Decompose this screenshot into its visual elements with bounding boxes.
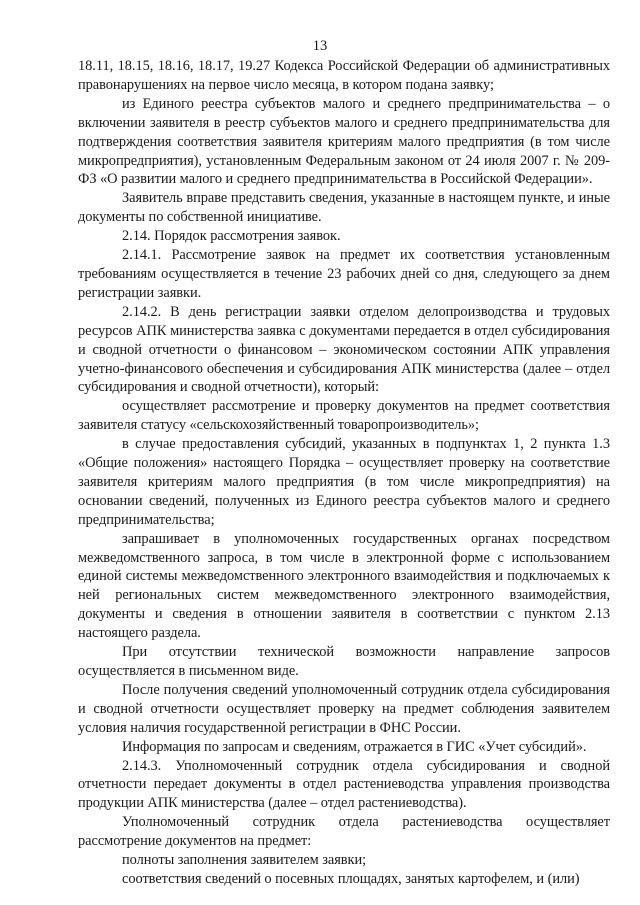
- paragraph-gis-info: Информация по запросам и сведениям, отражается в ГИС «Учет субсидий».: [122, 738, 587, 755]
- page-number: 13: [312, 38, 328, 54]
- paragraph-status-check: осуществляет рассмотрение и проверку документов на предмет соответствия заявителя статусу «сельскохозяйственный товаропроизводитель»;: [78, 398, 610, 434]
- section-heading-2-14: 2.14. Порядок рассмотрения заявок.: [122, 228, 341, 245]
- paragraph-continuation: 18.11, 18.15, 18.16, 18.17, 19.27 Кодекса Российской Федерации об административных правонарушениях на первое число месяца, в котором подана заявку;: [78, 58, 610, 93]
- paragraph-acreage-compliance: соответствия сведений о посевных площадях, занятых картофелем, и (или): [122, 870, 580, 887]
- paragraph-applicant-right: Заявитель вправе представить сведения, указанные в настоящем пункте, и иные документы по собственной инициативе.: [78, 190, 610, 226]
- paragraph-written-requests: При отсутствии технической возможности направление запросов осуществляется в письменном виде.: [78, 644, 610, 679]
- paragraph-interagency-request: запрашивает в уполномоченных государственных органах посредством межведомственного запроса, в том числе в электронной форме с использованием единой системы межведомственного электронного взаимодействия и подключаемых к ней региональных систем межведомственного электронного взаимодействия, документы и сведения в отношении заявителя в соответствии с пунктом 2.13 настоящего раздела.: [78, 530, 610, 642]
- paragraph-completeness: полноты заполнения заявителем заявки;: [122, 852, 367, 869]
- paragraph-2-14-2: 2.14.2. В день регистрации заявки отделом делопроизводства и трудовых ресурсов АПК министерства заявка с документами передается в отдел субсидирования и сводной отчетности о финансовом – экономическом состоянии АПК управления учетно-финансового обеспечения и субсидирования АПК министерства (далее – отдел субсидирования и сводной отчетности), который:: [78, 303, 610, 396]
- paragraph-crop-department-review: Уполномоченный сотрудник отдела растениеводства осуществляет рассмотрение документов на предмет:: [78, 814, 610, 850]
- paragraph-2-14-3: 2.14.3. Уполномоченный сотрудник отдела субсидирования и сводной отчетности передает документы в отдел растениеводства управления производства продукции АПК министерства (далее – отдел растениеводства).: [78, 757, 610, 812]
- paragraph-fns-registration-check: После получения сведений уполномоченный сотрудник отдела субсидирования и сводной отчетности осуществляет проверку на предмет соблюдения заявителем условия наличия государственной регистрации в ФНС России.: [78, 681, 610, 736]
- paragraph-small-enterprise-check: в случае предоставления субсидий, указанных в подпунктах 1, 2 пункта 1.3 «Общие положения» настоящего Порядка – осуществляет проверку на соответствие заявителя критериям малого предприятия (в том числе микропредприятия) на основании сведений, полученных из Единого реестра субъектов малого и среднего предпринимательства;: [78, 436, 610, 528]
- paragraph-sme-registry: из Единого реестра субъектов малого и среднего предпринимательства – о включении заявителя в реестр субъектов малого и среднего предпринимательства для подтверждения соответствия заявителя критериям малого предприятия (в том числе микропредприятия), установленным Федеральным законом от 24 июля 2007 г. № 209-ФЗ «О развитии малого и среднего предпринимательства в Российской Федерации».: [78, 95, 610, 188]
- document-body: [78, 57, 610, 889]
- paragraph-2-14-1: 2.14.1. Рассмотрение заявок на предмет их соответствия установленным требованиям осуществляется в течение 23 рабочих дней со дня, следующего за днем регистрации заявки.: [78, 247, 610, 301]
